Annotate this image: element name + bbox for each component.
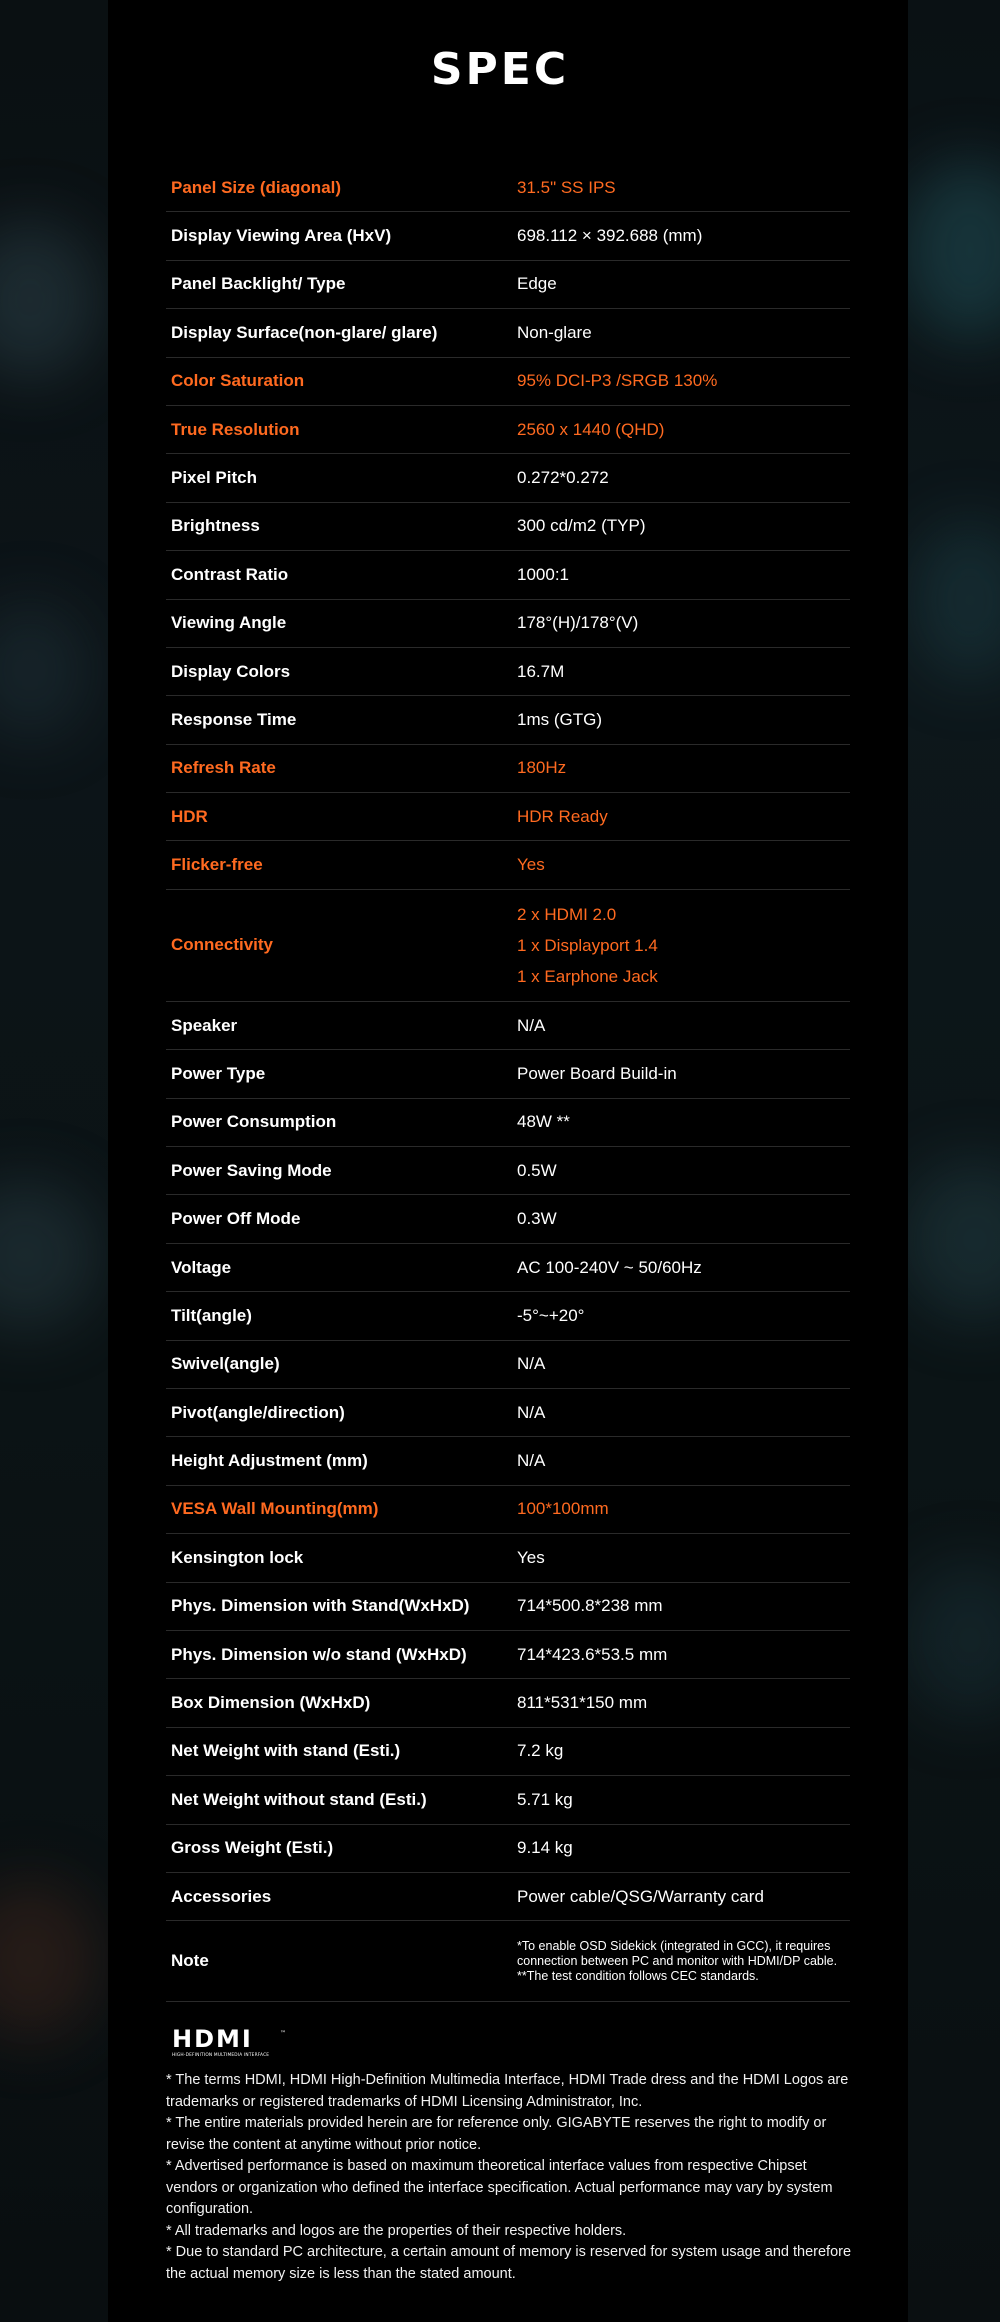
spec-label: Contrast Ratio [171,564,289,584]
spec-row [166,1341,850,1389]
spec-value: Yes [517,1547,545,1567]
spec-value: 178°(H)/178°(V) [517,613,639,633]
spec-value: Non-glare [517,322,592,342]
spec-value: 300 cd/m2 (TYP) [517,516,646,536]
spec-value: N/A [517,1451,546,1471]
spec-row [166,1486,850,1534]
hdmi-logo-tagline: HIGH-DEFINITION MULTIMEDIA INTERFACE [172,2053,270,2057]
spec-value: N/A [517,1354,546,1374]
spec-row [166,1147,850,1195]
spec-label: Display Viewing Area (HxV) [171,226,392,246]
spec-row [166,309,850,357]
spec-value: 16.7M [517,661,565,681]
spec-row [166,648,850,696]
page-title: SPEC [430,44,570,95]
footnote: * The terms HDMI, HDMI High-Definition Multimedia Interface, HDMI Trade dress and the HDMI Logos are trademarks or registered trademarks of HDMI Licensing Administrator, Inc. [166,2072,849,2110]
spec-value: Power Board Build-in [517,1063,677,1083]
footnote: * Advertised performance is based on maximum theoretical interface values from respective Chipset vendors or organization who defined the interface specification. Actual performance may vary by system configuration. [166,2158,833,2217]
spec-table [166,164,850,2002]
spec-value [517,899,850,992]
spec-label: Panel Backlight/ Type [171,274,346,294]
spec-value [517,1939,850,1984]
spec-value-line: 1 x Displayport 1.4 [517,935,658,955]
spec-value: N/A [517,1015,546,1035]
spec-row [166,212,850,260]
spec-row [166,1825,850,1873]
spec-row [166,1583,850,1631]
footnote: * Due to standard PC architecture, a certain amount of memory is reserved for system usage and therefore the actual memory size is less than the stated amount. [166,2244,852,2282]
footnote: * All trademarks and logos are the properties of their respective holders. [166,2222,627,2239]
spec-row [166,1921,850,2002]
spec-value-line: 1 x Earphone Jack [517,966,658,986]
spec-label: Power Off Mode [171,1209,301,1229]
spec-value: 9.14 kg [517,1838,573,1858]
spec-row [166,1873,850,1921]
spec-row [166,1631,850,1679]
spec-row [166,1099,850,1147]
spec-label: Power Consumption [171,1112,337,1132]
spec-value: -5°~+20° [517,1305,585,1325]
spec-value: 1ms (GTG) [517,709,602,729]
spec-value: Power cable/QSG/Warranty card [517,1886,764,1906]
background-left-panel [0,0,110,2322]
spec-label: Display Surface(non-glare/ glare) [171,322,438,342]
spec-value: AC 100-240V ~ 50/60Hz [517,1257,702,1277]
spec-label: Viewing Angle [171,613,287,633]
spec-note-line: *To enable OSD Sidekick (integrated in GCC), it requires connection between PC and monitor with HDMI/DP cable. [517,1938,838,1968]
spec-value: 698.112 × 392.688 (mm) [517,226,703,246]
spec-row [166,1437,850,1485]
spec-value-line: 2 x HDMI 2.0 [517,904,617,924]
spec-row [166,1195,850,1243]
spec-value: 1000:1 [517,564,569,584]
spec-label: True Resolution [171,419,300,439]
spec-row [166,1776,850,1824]
spec-row [166,1534,850,1582]
spec-row [166,164,850,212]
spec-value: 2560 x 1440 (QHD) [517,419,665,439]
spec-value: Yes [517,855,545,875]
spec-label: HDR [171,806,208,826]
spec-row [166,1679,850,1727]
spec-row [166,1728,850,1776]
spec-value: 0.5W [517,1160,557,1180]
spec-label: Net Weight without stand (Esti.) [171,1789,427,1809]
spec-label: Power Saving Mode [171,1160,332,1180]
spec-row [166,745,850,793]
spec-label: Panel Size (diagonal) [171,177,342,197]
spec-label: Pixel Pitch [171,468,257,488]
spec-label: Phys. Dimension w/o stand (WxHxD) [171,1644,467,1664]
spec-value: 100*100mm [517,1499,609,1519]
spec-value: N/A [517,1402,546,1422]
spec-label: Color Saturation [171,371,305,391]
spec-value: Edge [517,274,557,294]
spec-value: 48W ** [517,1112,570,1132]
spec-value: 0.3W [517,1209,557,1229]
spec-row [166,890,850,1002]
spec-value: 95% DCI-P3 /SRGB 130% [517,371,718,391]
hdmi-logo-text: HDMI [172,2027,253,2053]
spec-value: 0.272*0.272 [517,468,609,488]
spec-row [166,1292,850,1340]
spec-value: 714*423.6*53.5 mm [517,1644,668,1664]
spec-label: Gross Weight (Esti.) [171,1838,334,1858]
spec-label: Kensington lock [171,1547,304,1567]
spec-label: Note [171,1951,209,1971]
spec-row [166,1244,850,1292]
spec-label: Height Adjustment (mm) [171,1451,368,1471]
spec-label: Display Colors [171,661,291,681]
spec-value: HDR Ready [517,806,608,826]
spec-note-line: **The test condition follows CEC standards. [517,1968,759,1983]
spec-label: Accessories [171,1886,272,1906]
spec-label: Pivot(angle/direction) [171,1402,345,1422]
spec-label: Phys. Dimension with Stand(WxHxD) [171,1596,470,1616]
hdmi-logo [172,2027,288,2057]
spec-row [166,406,850,454]
spec-row [166,1002,850,1050]
spec-value: 31.5" SS IPS [517,177,616,197]
spec-row [166,358,850,406]
spec-label: Voltage [171,1257,232,1277]
spec-label: Swivel(angle) [171,1354,280,1374]
spec-value: 180Hz [517,758,567,778]
spec-row [166,600,850,648]
spec-row [166,841,850,889]
spec-row [166,261,850,309]
footnotes [166,2070,852,2285]
spec-label: Power Type [171,1063,266,1083]
spec-row [166,503,850,551]
footnote: * The entire materials provided herein are for reference only. GIGABYTE reserves the right to modify or revise the content at anytime without prior notice. [166,2115,827,2153]
spec-value: 5.71 kg [517,1789,573,1809]
spec-row [166,551,850,599]
hdmi-logo-trademark: ™ [280,2030,286,2037]
spec-value: 811*531*150 mm [517,1693,648,1713]
spec-label: Tilt(angle) [171,1305,252,1325]
spec-label: VESA Wall Mounting(mm) [171,1499,379,1519]
spec-row [166,454,850,502]
spec-row [166,696,850,744]
spec-value: 7.2 kg [517,1741,564,1761]
spec-label: Brightness [171,516,260,536]
spec-label: Refresh Rate [171,758,276,778]
spec-value: 714*500.8*238 mm [517,1596,663,1616]
spec-label: Response Time [171,709,297,729]
spec-row [166,1389,850,1437]
spec-label: Speaker [171,1015,238,1035]
spec-label: Flicker-free [171,855,263,875]
spec-row [166,1050,850,1098]
spec-label: Connectivity [171,935,274,955]
spec-label: Box Dimension (WxHxD) [171,1693,371,1713]
spec-row [166,793,850,841]
spec-label: Net Weight with stand (Esti.) [171,1741,401,1761]
